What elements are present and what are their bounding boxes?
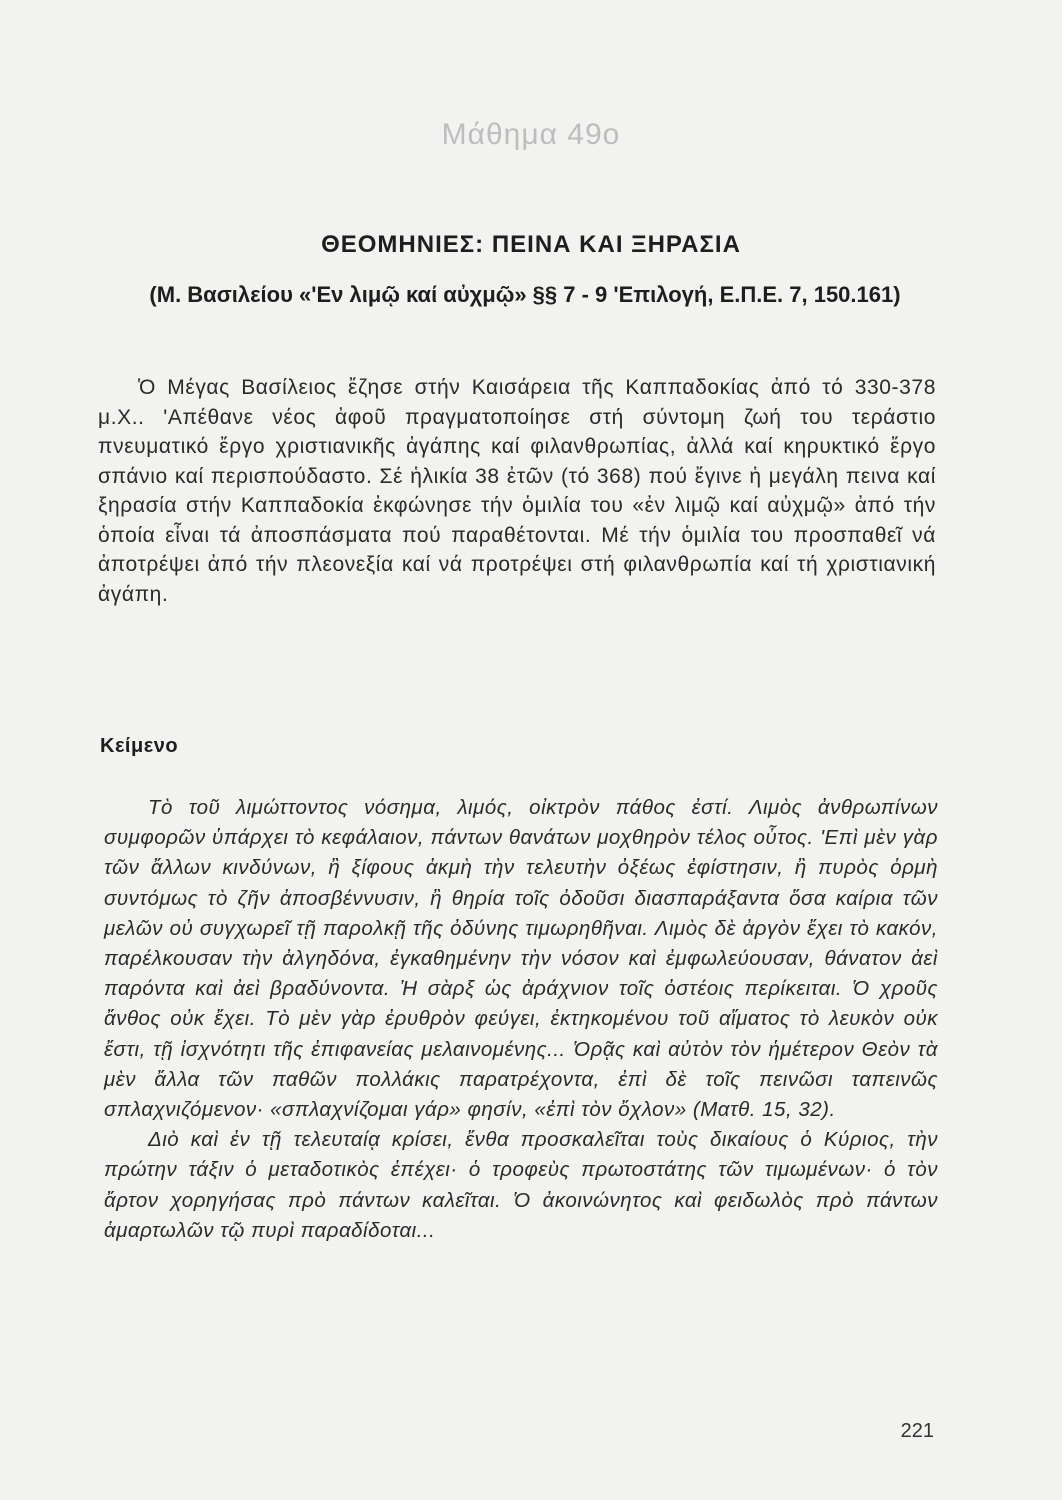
text-paragraph: Διὸ καὶ ἐν τῇ τελευταίᾳ κρίσει, ἔνθα προσκαλεῖται τοὺς δικαίους ὁ Κύριος, τὴν πρώτην τάξιν ὁ μεταδοτικὸς ἐπέχει· ὁ τροφεὺς πρωτοστάτης τῶν τιμωμένων· ὁ τὸν ἄρτον χορηγήσας πρὸ πάντων καλεῖται. Ὁ ἀκοινώνητος καὶ φειδωλὸς πρὸ πάντων ἁμαρτωλῶν τῷ πυρὶ παραδίδοται... — [104, 1128, 938, 1242]
text-paragraph: Τὸ τοῦ λιμώττοντος νόσημα, λιμός, οἰκτρὸν πάθος ἐστί. Λιμὸς ἀνθρωπίνων συμφορῶν ὑπάρχει τὸ κεφάλαιον, πάντων θανάτων μοχθηρὸν τέλος οὗτος. 'Επὶ μὲν γὰρ τῶν ἄλλων κινδύνων, ἢ ξίφους ἀκμὴ τὴν τελευτὴν ὀξέως ἐφίστησιν, ἢ πυρὸς ὁρμὴ συντόμως τὸ ζῆν ἀποσβέννυσιν, ἢ θηρία τοῖς ὀδοῦσι διασπαράξαντα ὅσα καίρια τῶν μελῶν οὐ συγχωρεῖ τῇ παρολκῇ τῆς ὀδύνης τιμωρηθῆναι. Λιμὸς δὲ ἀργὸν ἔχει τὸ κακόν, παρέλκουσαν τὴν ἀλγηδόνα, ἐγκαθημένην τὴν νόσον καὶ ἐμφωλεύουσαν, θάνατον ἀεὶ παρόντα καὶ ἀεὶ βραδύνοντα. Ἡ σὰρξ ὡς ἀράχνιον τοῖς ὀστέοις περίκειται. Ὁ χροῦς ἄνθος οὐκ ἔχει. Τὸ μὲν γὰρ ἐρυθρὸν φεύγει, ἐκτηκομένου τοῦ αἵματος τὸ λευκὸν οὐκ ἔστι, τῇ ἰσχνότητι τῆς ἐπιφανείας μελαινομένης... Ὁρᾷς καὶ αὐτὸν τὸν ἡμέτερον Θεὸν τὰ μὲν ἄλλα τῶν παθῶν πολλάκις παρατρέχοντα, ἐπὶ δὲ τοῖς πεινῶσι ταπεινῶς σπλαχνιζόμενον· «σπλαχνίζομαι γάρ» φησίν, «ἐπὶ τὸν ὄχλον» (Ματθ. 15, 32). — [104, 796, 938, 1122]
chapter-title: ΘΕΟΜΗΝΙΕΣ: ΠΕΙΝΑ ΚΑΙ ΞΗΡΑΣΙΑ — [321, 231, 741, 258]
text-body — [104, 793, 938, 1246]
section-heading: Κείμενο — [100, 735, 179, 757]
intro-text: Ὁ Μέγας Βασίλειος ἔζησε στήν Καισάρεια τῆς Καππαδοκίας ἀπό τό 330-378 μ.Χ.. 'Απέθανε νέος ἀφοῦ πραγματοποίησε στή σύντομη ζωή του τεράστιο πνευματικό ἔργο χριστιανικῆς ἀγάπης καί φιλανθρωπίας, ἀλλά καί κηρυκτικό ἔργο σπάνιο καί περισπούδαστο. Σέ ἡλικία 38 ἐτῶν (τό 368) πού ἔγινε ἡ μεγάλη πεινα καί ξηρασία στήν Καππαδοκία ἐκφώνησε τήν ὁμιλία του «ἐν λιμῷ καί αὐχμῷ» ἀπό τήν ὁποία εἶναι τά ἀποσπάσματα πού παραθέτονται. Μέ τήν ὁμιλία του προσπαθεῖ νά ἀποτρέψει ἀπό τήν πλεονεξία καί νά προτρέψει στή φιλανθρωπία καί τή χριστιανική ἀγάπη. — [98, 376, 936, 606]
intro-paragraph — [98, 373, 936, 609]
page-number: 221 — [900, 1420, 934, 1442]
lesson-title: Μάθημα 49ο — [441, 118, 621, 151]
source-reference: (Μ. Βασιλείου «'Εν λιμῷ καί αὐχμῷ» §§ 7 - 9 'Επιλογή, Ε.Π.Ε. 7, 150.161) — [149, 282, 901, 307]
